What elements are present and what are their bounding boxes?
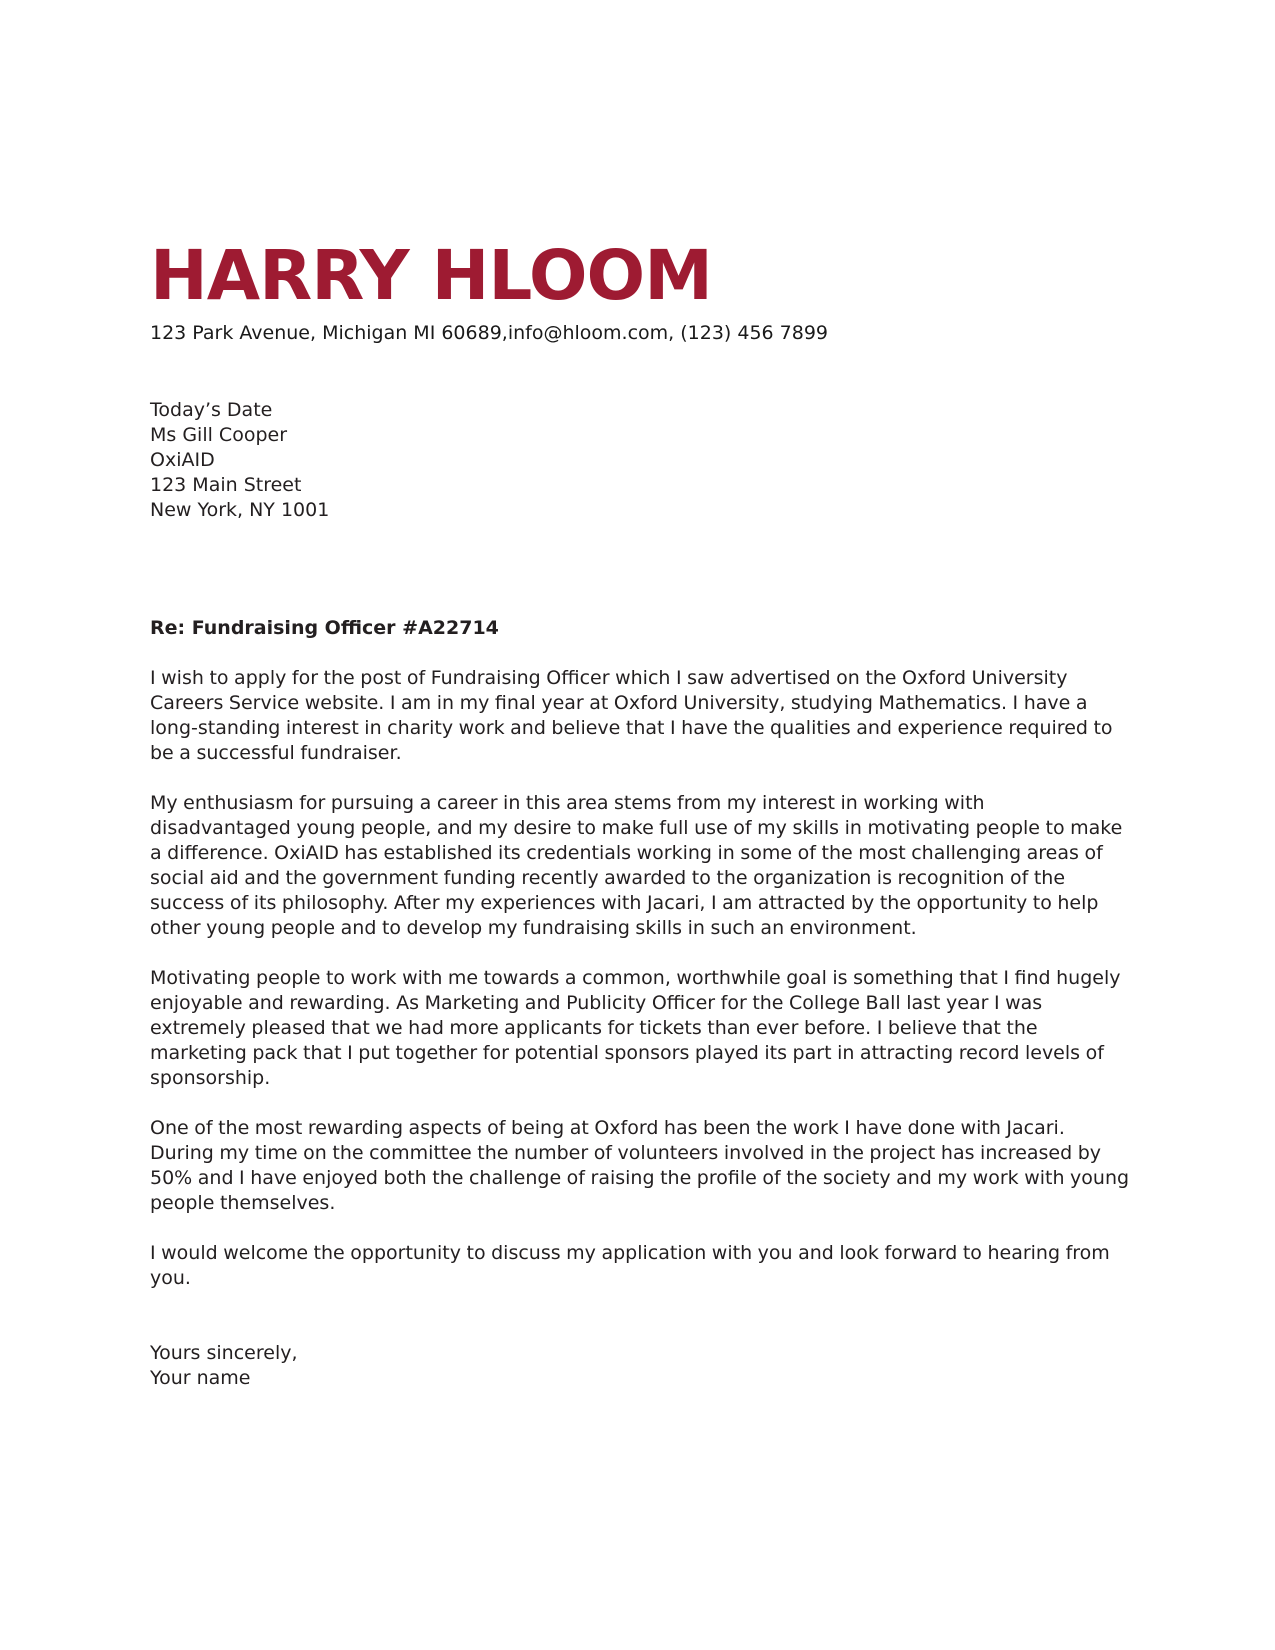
body-paragraph: My enthusiasm for pursuing a career in this area stems from my interest in working with disadvantaged young people, and my desire to make full use of my skills in motivating people to make a difference. OxiAID has established its credentials working in some of the most challenging areas of social aid and the government funding recently awarded to the organization is recognition of the success of its philosophy. After my experiences with Jacari, I am attracted by the opportunity to help other young people and to develop my fundraising skills in such an environment.: [150, 792, 1123, 939]
closing-phrase: Yours sincerely,: [150, 1342, 298, 1364]
closing-block: [150, 1341, 1130, 1391]
recipient-block: [150, 398, 1130, 523]
letter-content: [150, 236, 1130, 1391]
letter-date: Today’s Date: [150, 399, 273, 421]
letter-subject: Re: Fundraising Officer #A22714: [150, 617, 499, 639]
signature-name: Your name: [150, 1367, 251, 1389]
body-paragraph: I wish to apply for the post of Fundraising Officer which I saw advertised on the Oxford University Careers Service website. I am in my final year at Oxford University, studying Mathematics. I have a long-standing interest in charity work and believe that I have the qualities and experience required to be a successful fundraiser.: [150, 667, 1113, 764]
body-paragraph: I would welcome the opportunity to discuss my application with you and look forward to hearing from you.: [150, 1242, 1110, 1289]
sender-name: HARRY HLOOM: [150, 236, 712, 316]
body-paragraph: Motivating people to work with me towards a common, worthwhile goal is something that I find hugely enjoyable and rewarding. As Marketing and Publicity Officer for the College Ball last year I was extremely pleased that we had more applicants for tickets than ever before. I believe that the marketing pack that I put together for potential sponsors played its part in attracting record levels of sponsorship.: [150, 967, 1121, 1089]
sender-contact: 123 Park Avenue, Michigan MI 60689,info@hloom.com, (123) 456 7899: [150, 322, 829, 344]
body-paragraph: One of the most rewarding aspects of being at Oxford has been the work I have done with Jacari. During my time on the committee the number of volunteers involved in the project has increased by 50% and I have enjoyed both the challenge of raising the profile of the society and my work with young people themselves.: [150, 1117, 1130, 1214]
recipient-name: Ms Gill Cooper: [150, 424, 288, 446]
recipient-street: 123 Main Street: [150, 474, 302, 496]
recipient-organization: OxiAID: [150, 449, 215, 471]
recipient-city: New York, NY 1001: [150, 499, 330, 521]
